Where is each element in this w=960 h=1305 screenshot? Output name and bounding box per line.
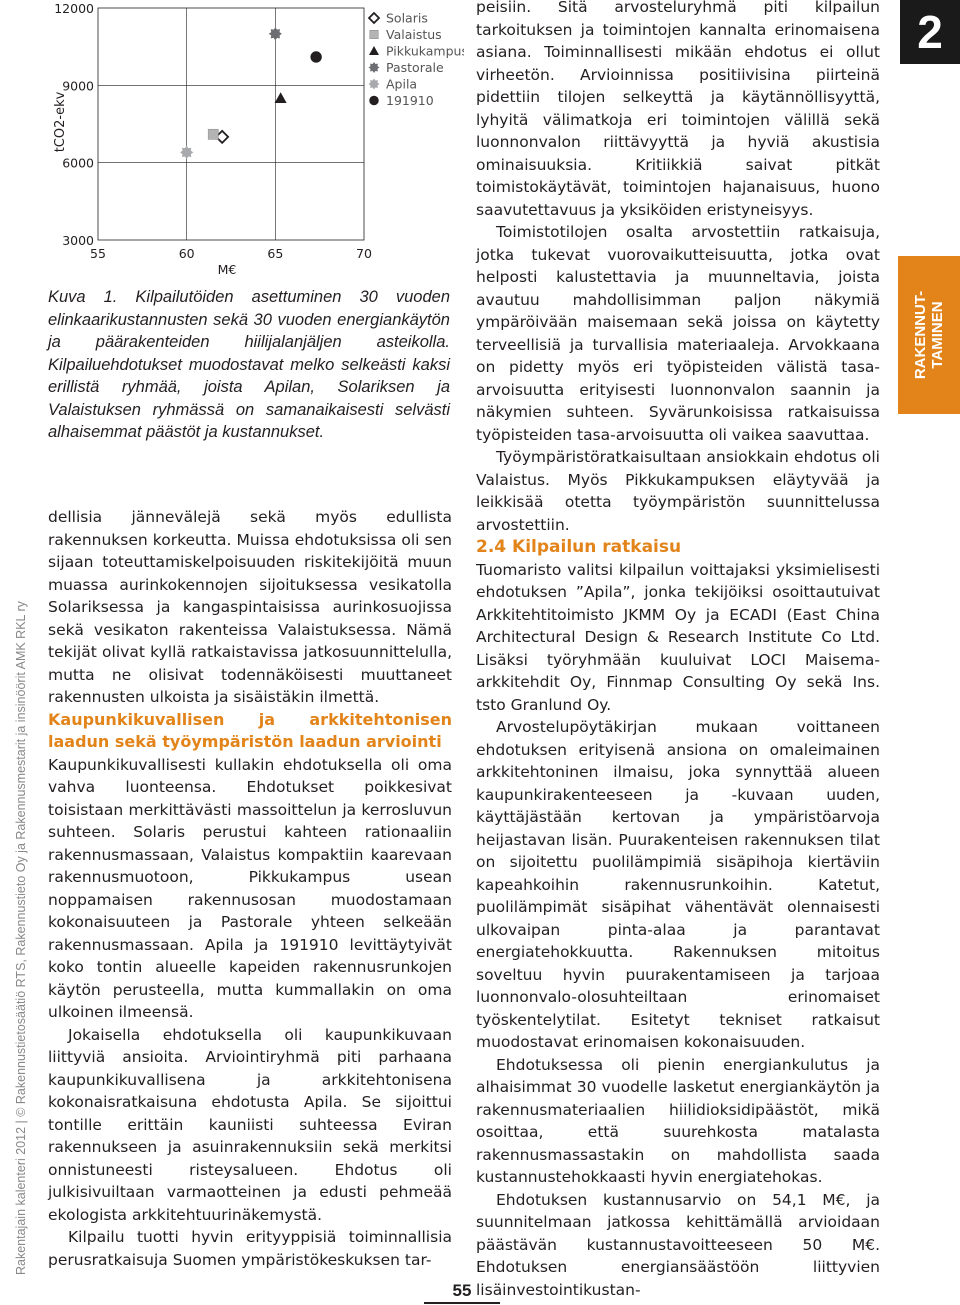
figure-caption: Kuva 1. Kilpailutöiden asettuminen 30 vuoden elinkaarikustannusten sekä 30 vuoden energiankäytön ja päärakenteiden hiilijalanjäljen asteikolla. Kilpailuehdotukset muodostavat melko selkeästi kaksi erillistä ryhmää, joista Apilan, Solariksen ja Valaistuksen ryhmässä on samanaikaisesti selvästi alhaisemmat päästöt ja kustannukset. <box>48 288 450 441</box>
paragraph: Tuomaristo valitsi kilpailun voittajaksi yksimielisesti ehdotuksen ”Apila”, jonka tekijöiksi osoittautuivat Arkkitehtitoimisto JKMM Oy ja ECADI (East China Architectural Design & Research Institute Co Ltd. Lisäksi työryhmään kuuluivat LOCI Maisema-arkkitehdit Oy, Finnmap Consulting Oy sekä Ins. tsto Granlund Oy. <box>476 560 880 714</box>
section-heading-competition-result: 2.4 Kilpailun ratkaisu <box>476 537 682 557</box>
paragraph: Toimistotilojen osalta arvostettiin ratkaisuja, jotka tukevat vuorovaikutteisuutta, jotka ovat helposti kalustettavia ja muunneltavia, joista avautuu mahdollisimman paljon näkymiä ympäröivään maisemaan sekä joissa on käytetty terveellisiä ja turvallisia materiaaleja. Arvokkaana on pidetty myös eri työpisteiden välistä tasa-arvoisuutta erityisesti luonnonvalon saannin ja näkymien suhteen. Syvärunkoisissa ratkaisuissa työpisteiden tasa-arvoisuutta oli vaikea saavuttaa. <box>476 223 880 444</box>
y-tick-label: 12000 <box>54 1 94 16</box>
x-axis-label: M€ <box>217 262 237 277</box>
y-tick-label: 6000 <box>62 155 94 171</box>
legend-marker-191910 <box>369 96 379 106</box>
legend-label: Apila <box>386 76 418 92</box>
paragraph: Arvostelupöytäkirjan mukaan voittaneen ehdotuksen erityisenä ansiona on omaleimainen arkkitehtoninen ilmaisu, joka synnyttää alueen kaupunkirakenteeseen ja -kuvaan uuden, käyttäjästään kertovan ja ympäristöarvoja heijastavan lisän. Puurakenteisen rakennuksen tilat on sijoitettu puolilämpimiä sisäpihoja kiertäviin kapeahkoihin rakennusrunkoihin. Katetut, puolilämpimät sisäpihat vähentävät olennaisesti ulkovaipan pinta-alaa ja parantavat energiatehokkuutta. Rakennuksen mitoitus soveltuu hyvin puurakentamiseen ja tarjoaa luonnonvalo-olosuhteiltaan erinomaiset työskentelytilat. Esitetyt tekniset ratkaisut muodostavat erinomaisen kokonaisuuden. <box>476 718 880 1051</box>
legend-label: Pikkukampus <box>386 43 464 59</box>
paragraph: dellisia jännevälejä sekä myös edullista rakennuksen korkeutta. Muissa ehdotuksissa oli sen sijaan toteuttamiskelpoisuuden riskitekijöitä muun muassa aurinkokennojen sijoituksessa vesikatolla Solariksessa ja kangaspintaisissa aurinkosuojissa sekä vesikaton rakenteissa Valaistuksessa. Nämä tekijät olivat kyllä ratkaistavissa jatkosuunnittelulla, mutta ne olisivat todennäköisesti muuttaneet rakennusten ulkoista ja sisäistäkin ilmettä. <box>48 508 452 706</box>
right-text-column <box>476 0 880 1301</box>
x-tick-label: 70 <box>356 246 372 261</box>
legend-marker-solaris <box>369 13 379 23</box>
section-side-tab <box>898 256 960 414</box>
subheading-quality-assessment: Kaupunkikuvallisen ja arkkitehtonisen laadun sekä työympäristön laadun arviointi <box>48 709 452 751</box>
data-point-apila <box>180 146 193 159</box>
paragraph: peisiin. Sitä arvosteluryhmä piti kilpailun tarkoituksen ja toimintojen kannalta erinomaisena asiana. Toiminnallisesti mikään ehdotus ei ollut virheetön. Arvioinnissa positiivisina piirteinä pidettiin tilojen selkeyttä ja käytännöllisyyttä, lyhyitä välimatkoja eri toimintojen välillä sekä luonnonvalon riittävyyttä ja hyviä akustisia ominaisuuksia. Kritiikkiä saivat pitkät toimistokäytävät, toimintojen hajanaisuus, huono saavutettavuus ja yksiköiden eristyneisyys. <box>476 0 880 219</box>
scatter-chart-svg <box>44 0 464 280</box>
y-tick-label: 9000 <box>62 78 94 94</box>
paragraph: Jokaisella ehdotuksella oli kaupunkikuvaan liittyviä ansioita. Arviointiryhmä piti parhaana kaupunkikuvallisena ja arkkitehtonisena kokonaisratkaisuna ehdotusta Apila. Se sijoittui tontille erittäin kauniisti suhteessa Eviran rakennukseen ja asuinrakennuksiin sekä merkitsi onnistuneesti risteysalueen. Ehdotus oli julkisivuiltaan varmaotteinen ja edusti pehmeää ekologista arkkitehtuurinäkemystä. <box>48 1025 452 1224</box>
data-point-pastorale <box>269 27 282 40</box>
chapter-number-tab: 2 <box>900 0 960 64</box>
legend-label: Solaris <box>386 10 428 26</box>
legend-label: Pastorale <box>386 60 444 75</box>
data-point-pikkukampus <box>275 92 287 103</box>
scatter-chart <box>44 0 464 280</box>
paragraph: Kilpailu tuotti hyvin erityyppisiä toiminnallisia perusratkaisuja Suomen ympäristökeskuksen tar- <box>48 1228 452 1269</box>
page-number: 55 <box>452 1281 472 1300</box>
plot-frame <box>98 8 364 240</box>
legend-label: 191910 <box>386 93 434 108</box>
legend-marker-pikkukampus <box>369 46 379 55</box>
y-axis-label: tCO2-ekv <box>53 91 68 153</box>
y-tick-label: 3000 <box>62 233 94 248</box>
section-side-tab-label: RAKENNUT- TAMINEN <box>912 290 946 380</box>
x-tick-label: 60 <box>178 246 195 261</box>
x-tick-label: 55 <box>90 246 106 261</box>
sidebar-copyright <box>4 0 28 1305</box>
paragraph: Ehdotuksessa oli pienin energiankulutus ja alhaisimmat 30 vuodelle lasketut energiankäytön ja rakennusmateriaalien hiilidioksidipäästöt, mikä osoittaa, että suurehkosta matalasta rakennusmassastakin on mahdollista saada kustannustehokkaasti hyvin energiatehokas. <box>476 1055 880 1186</box>
legend-marker-apila <box>369 79 380 90</box>
legend-label: Valaistus <box>386 27 442 42</box>
legend-marker-valaistus <box>370 30 379 39</box>
legend-marker-pastorale <box>369 62 380 73</box>
paragraph: Työympäristöratkaisultaan ansiokkain ehdotus oli Valaistus. Myös Pikkukampuksen eläytyvää ja leikkisää otetta työympäristön suunnittelussa arvostettiin. <box>476 448 880 534</box>
paragraph: Kaupunkikuvallisesti kullakin ehdotuksella oli oma vahva luonteensa. Ehdotukset poikkesivat toisistaan merkittävästi massoittelun ja kerrosluvun suhteen. Solaris perustui kahteen rationaaliin rakennusmassaan, Valaistus kompaktiin kaarevaan rakennusmuotoon, Pikkukampus usean noppamaisen rakennusosan muodostamaan kokonaisuuteen ja Pastorale yhteen selkeään rakennusmassaan. Apila ja 191910 levittäytyivät koko tontin alueelle kapeiden rakennusrunkojen käytön perusteella, mutta kummallakin on oma ulkoinen ilmeensä. <box>48 755 452 1021</box>
data-point-191910 <box>310 51 321 62</box>
sidebar-copyright-text: Rakentajain kalenteri 2012 | © Rakennustietosäätiö RTS, Rakennustieto Oy ja Rakennusmestarit ja insinöörit AMK RKL ry <box>14 601 28 1275</box>
paragraph: Ehdotuksen kustannusarvio on 54,1 M€, ja suunnitelmaan jatkossa kehittämällä arvioidaan päästävän kustannustavoitteeseen 50 M€. Ehdotuksen energiansäästöön liittyvien lisäinvestointikustan- <box>476 1190 880 1299</box>
data-point-valaistus <box>208 129 218 139</box>
left-text-column <box>48 506 452 1271</box>
page-number-underline <box>424 1302 500 1304</box>
x-tick-label: 65 <box>267 246 284 261</box>
